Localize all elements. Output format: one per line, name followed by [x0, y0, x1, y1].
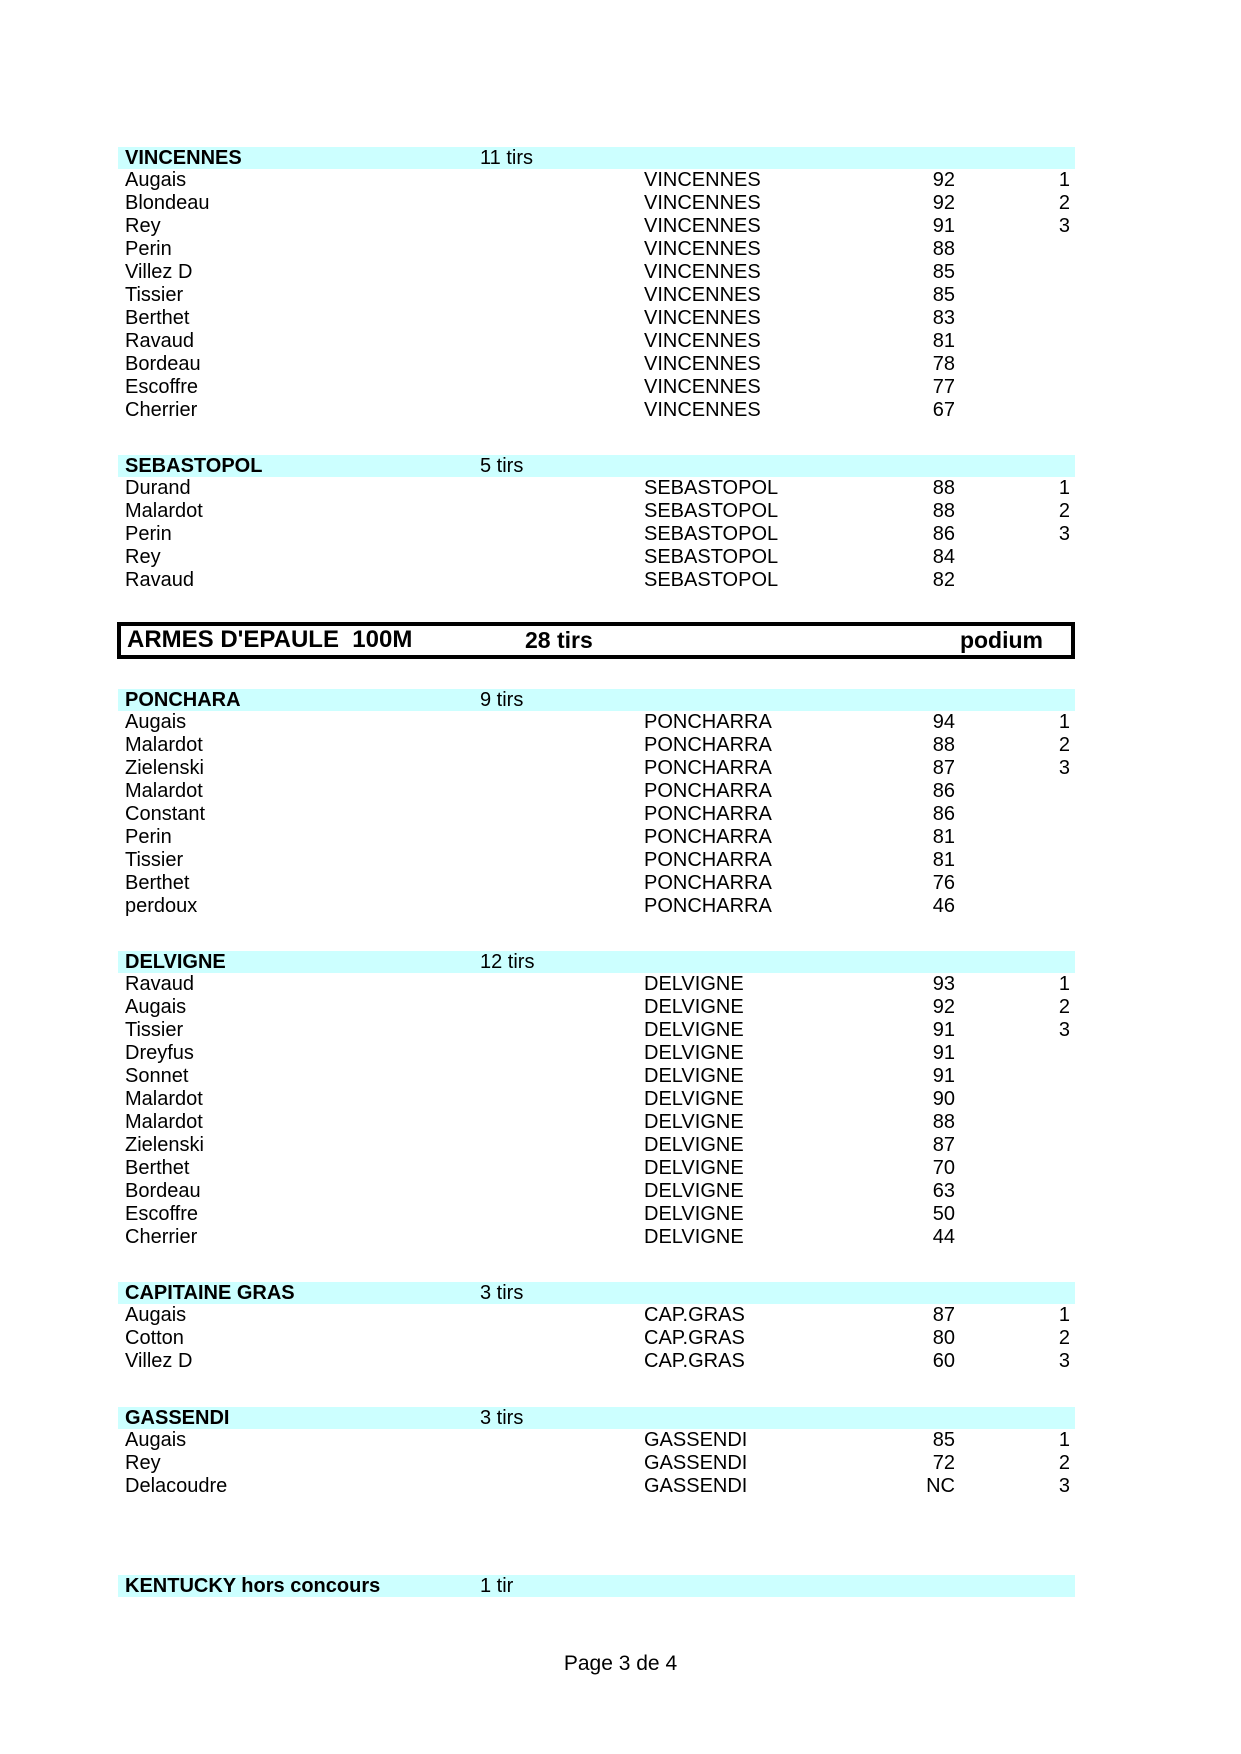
result-row: [118, 1203, 1075, 1226]
shooter-name: Perin: [125, 523, 172, 545]
weapon-name: VINCENNES: [644, 238, 761, 260]
discipline-title: KENTUCKY hors concours: [125, 1575, 381, 1597]
score-value: 77: [932, 376, 955, 398]
weapon-name: DELVIGNE: [644, 996, 744, 1018]
result-row: [118, 330, 1075, 353]
shooter-name: Dreyfus: [125, 1042, 194, 1064]
result-row: [118, 376, 1075, 399]
discipline-header-bar: [118, 951, 1075, 973]
shot-count-label: 9 tirs: [480, 689, 524, 711]
score-value: 91: [932, 1019, 955, 1041]
result-row: [118, 192, 1075, 215]
discipline-section: [0, 951, 1241, 1249]
result-row: [118, 353, 1075, 376]
score-value: 85: [932, 261, 955, 283]
podium-rank: 2: [1058, 500, 1070, 522]
shooter-name: Zielenski: [125, 757, 204, 779]
weapon-name: DELVIGNE: [644, 1157, 744, 1179]
weapon-name: VINCENNES: [644, 261, 761, 283]
weapon-name: DELVIGNE: [644, 1019, 744, 1041]
result-row: [118, 803, 1075, 826]
weapon-name: CAP.GRAS: [644, 1304, 745, 1326]
score-value: 92: [932, 192, 955, 214]
weapon-name: SEBASTOPOL: [644, 569, 779, 591]
shooter-name: Perin: [125, 238, 172, 260]
result-rows: [0, 1304, 1241, 1373]
score-value: 70: [932, 1157, 955, 1179]
discipline-header-bar: [118, 689, 1075, 711]
result-row: [118, 1111, 1075, 1134]
shooter-name: Villez D: [125, 261, 193, 283]
weapon-name: VINCENNES: [644, 215, 761, 237]
result-row: [118, 996, 1075, 1019]
score-value: 90: [932, 1088, 955, 1110]
score-value: 85: [932, 284, 955, 306]
podium-rank: 2: [1058, 996, 1070, 1018]
shooter-name: Escoffre: [125, 1203, 198, 1225]
result-row: [118, 284, 1075, 307]
score-value: 92: [932, 169, 955, 191]
result-row: [118, 1226, 1075, 1249]
shooter-name: Delacoudre: [125, 1475, 228, 1497]
score-value: 85: [932, 1429, 955, 1451]
score-value: 93: [932, 973, 955, 995]
weapon-name: SEBASTOPOL: [644, 477, 779, 499]
shooter-name: Ravaud: [125, 569, 194, 591]
shot-count-label: 1 tir: [480, 1575, 514, 1597]
score-value: 88: [932, 477, 955, 499]
shooter-name: Augais: [125, 711, 187, 733]
result-rows: [0, 169, 1241, 422]
result-row: [118, 872, 1075, 895]
weapon-name: DELVIGNE: [644, 1065, 744, 1087]
podium-rank: 1: [1058, 1304, 1070, 1326]
weapon-name: PONCHARRA: [644, 734, 772, 756]
weapon-name: VINCENNES: [644, 399, 761, 421]
score-value: 86: [932, 780, 955, 802]
discipline-section: [0, 455, 1241, 592]
score-value: 44: [932, 1226, 955, 1248]
weapon-name: DELVIGNE: [644, 1042, 744, 1064]
score-value: 50: [932, 1203, 955, 1225]
result-row: [118, 849, 1075, 872]
weapon-name: PONCHARRA: [644, 711, 772, 733]
result-row: [118, 523, 1075, 546]
weapon-name: SEBASTOPOL: [644, 546, 779, 568]
weapon-name: PONCHARRA: [644, 872, 772, 894]
podium-rank: 3: [1058, 215, 1070, 237]
weapon-name: DELVIGNE: [644, 973, 744, 995]
result-row: [118, 1327, 1075, 1350]
weapon-name: VINCENNES: [644, 376, 761, 398]
score-value: 84: [932, 546, 955, 568]
score-value: 82: [932, 569, 955, 591]
shot-count-label: 3 tirs: [480, 1407, 524, 1429]
weapon-name: GASSENDI: [644, 1429, 748, 1451]
shooter-name: Augais: [125, 169, 187, 191]
weapon-name: VINCENNES: [644, 169, 761, 191]
discipline-section: [0, 1282, 1241, 1373]
weapon-name: PONCHARRA: [644, 826, 772, 848]
shooter-name: Augais: [125, 1429, 187, 1451]
shot-count-label: 5 tirs: [480, 455, 524, 477]
podium-rank: 1: [1058, 1429, 1070, 1451]
shooter-name: perdoux: [125, 895, 198, 917]
weapon-name: CAP.GRAS: [644, 1327, 745, 1349]
result-row: [118, 1350, 1075, 1373]
weapon-name: GASSENDI: [644, 1452, 748, 1474]
score-value: 60: [932, 1350, 955, 1372]
result-row: [118, 1134, 1075, 1157]
weapon-name: PONCHARRA: [644, 895, 772, 917]
result-row: [118, 1452, 1075, 1475]
discipline-title: DELVIGNE: [125, 951, 226, 973]
shooter-name: Malardot: [125, 734, 203, 756]
weapon-name: DELVIGNE: [644, 1226, 744, 1248]
podium-rank: 2: [1058, 734, 1070, 756]
discipline-title: PONCHARA: [125, 689, 241, 711]
result-row: [118, 734, 1075, 757]
shooter-name: Berthet: [125, 307, 190, 329]
discipline-title: VINCENNES: [125, 147, 242, 169]
shooter-name: Cotton: [125, 1327, 184, 1349]
podium-label: podium: [959, 627, 1043, 653]
result-row: [118, 307, 1075, 330]
category-header: [117, 622, 1075, 659]
score-value: 86: [932, 803, 955, 825]
result-row: [118, 1088, 1075, 1111]
weapon-name: PONCHARRA: [644, 780, 772, 802]
score-value: 83: [932, 307, 955, 329]
shooter-name: Malardot: [125, 780, 203, 802]
score-value: 81: [932, 849, 955, 871]
result-rows: [0, 711, 1241, 918]
shooter-name: Villez D: [125, 1350, 193, 1372]
score-value: 91: [932, 1042, 955, 1064]
score-value: 78: [932, 353, 955, 375]
weapon-name: VINCENNES: [644, 284, 761, 306]
discipline-section: [0, 1575, 1241, 1597]
shooter-name: Rey: [125, 546, 161, 568]
podium-rank: 3: [1058, 523, 1070, 545]
result-row: [118, 215, 1075, 238]
shooter-name: Tissier: [125, 849, 184, 871]
weapon-name: SEBASTOPOL: [644, 523, 779, 545]
discipline-header-bar: [118, 455, 1075, 477]
score-value: 76: [932, 872, 955, 894]
shooter-name: Ravaud: [125, 973, 194, 995]
weapon-name: GASSENDI: [644, 1475, 748, 1497]
discipline-header-bar: [118, 1407, 1075, 1429]
shooter-name: Blondeau: [125, 192, 210, 214]
result-row: [118, 169, 1075, 192]
result-row: [118, 1429, 1075, 1452]
discipline-header-bar: [118, 1575, 1075, 1597]
score-value: 72: [932, 1452, 955, 1474]
result-row: [118, 569, 1075, 592]
result-row: [118, 1304, 1075, 1327]
shooter-name: Rey: [125, 215, 161, 237]
result-row: [118, 1157, 1075, 1180]
score-value: 91: [932, 1065, 955, 1087]
shooter-name: Malardot: [125, 1111, 203, 1133]
discipline-section: [0, 689, 1241, 918]
discipline-title: CAPITAINE GRAS: [125, 1282, 295, 1304]
score-value: 63: [932, 1180, 955, 1202]
podium-rank: 3: [1058, 1350, 1070, 1372]
podium-rank: 2: [1058, 1327, 1070, 1349]
discipline-section: [0, 147, 1241, 422]
weapon-name: DELVIGNE: [644, 1180, 744, 1202]
score-value: 92: [932, 996, 955, 1018]
page-footer: Page 3 de 4: [563, 1652, 678, 1675]
weapon-name: VINCENNES: [644, 330, 761, 352]
weapon-name: DELVIGNE: [644, 1088, 744, 1110]
shooter-name: Bordeau: [125, 1180, 201, 1202]
result-row: [118, 1475, 1075, 1498]
podium-rank: 1: [1058, 973, 1070, 995]
shot-count-label: 11 tirs: [480, 147, 533, 169]
discipline-title: GASSENDI: [125, 1407, 230, 1429]
result-row: [118, 477, 1075, 500]
shooter-name: Cherrier: [125, 1226, 198, 1248]
score-value: 86: [932, 523, 955, 545]
score-value: 67: [932, 399, 955, 421]
shooter-name: Tissier: [125, 284, 184, 306]
podium-rank: 3: [1058, 757, 1070, 779]
podium-rank: 2: [1058, 192, 1070, 214]
result-row: [118, 826, 1075, 849]
podium-rank: 3: [1058, 1475, 1070, 1497]
shooter-name: Cherrier: [125, 399, 198, 421]
shooter-name: Zielenski: [125, 1134, 204, 1156]
podium-rank: 1: [1058, 169, 1070, 191]
result-row: [118, 399, 1075, 422]
score-value: 46: [932, 895, 955, 917]
result-row: [118, 1180, 1075, 1203]
category-title: ARMES D'EPAULE 100M: [127, 626, 413, 653]
score-value: 88: [932, 734, 955, 756]
shooter-name: Berthet: [125, 872, 190, 894]
weapon-name: VINCENNES: [644, 307, 761, 329]
result-row: [118, 895, 1075, 918]
score-value: 80: [932, 1327, 955, 1349]
podium-rank: 3: [1058, 1019, 1070, 1041]
score-value: 87: [932, 1304, 955, 1326]
shooter-name: Rey: [125, 1452, 161, 1474]
weapon-name: SEBASTOPOL: [644, 500, 779, 522]
category-shot-count: 28 tirs: [525, 627, 593, 653]
shooter-name: Durand: [125, 477, 191, 499]
result-row: [118, 1042, 1075, 1065]
podium-rank: 1: [1058, 477, 1070, 499]
shooter-name: Ravaud: [125, 330, 194, 352]
shooter-name: Augais: [125, 1304, 187, 1326]
shooter-name: Malardot: [125, 1088, 203, 1110]
weapon-name: DELVIGNE: [644, 1134, 744, 1156]
score-value: NC: [926, 1475, 955, 1497]
shot-count-label: 12 tirs: [480, 951, 535, 973]
result-row: [118, 546, 1075, 569]
result-row: [118, 757, 1075, 780]
result-rows: [0, 973, 1241, 1249]
result-row: [118, 780, 1075, 803]
result-row: [118, 973, 1075, 996]
score-value: 81: [932, 330, 955, 352]
weapon-name: VINCENNES: [644, 192, 761, 214]
shot-count-label: 3 tirs: [480, 1282, 524, 1304]
result-row: [118, 261, 1075, 284]
shooter-name: Constant: [125, 803, 206, 825]
score-value: 88: [932, 1111, 955, 1133]
shooter-name: Augais: [125, 996, 187, 1018]
discipline-header-bar: [118, 1282, 1075, 1304]
result-row: [118, 500, 1075, 523]
score-value: 87: [932, 1134, 955, 1156]
weapon-name: VINCENNES: [644, 353, 761, 375]
result-row: [118, 1019, 1075, 1042]
discipline-title: SEBASTOPOL: [125, 455, 263, 477]
shooter-name: Tissier: [125, 1019, 184, 1041]
result-row: [118, 711, 1075, 734]
score-value: 91: [932, 215, 955, 237]
weapon-name: PONCHARRA: [644, 849, 772, 871]
weapon-name: DELVIGNE: [644, 1111, 744, 1133]
podium-rank: 1: [1058, 711, 1070, 733]
score-value: 94: [932, 711, 955, 733]
shooter-name: Malardot: [125, 500, 203, 522]
weapon-name: PONCHARRA: [644, 803, 772, 825]
shooter-name: Escoffre: [125, 376, 198, 398]
discipline-header-bar: [118, 147, 1075, 169]
weapon-name: DELVIGNE: [644, 1203, 744, 1225]
shooter-name: Berthet: [125, 1157, 190, 1179]
shooter-name: Perin: [125, 826, 172, 848]
weapon-name: CAP.GRAS: [644, 1350, 745, 1372]
score-value: 88: [932, 238, 955, 260]
shooter-name: Sonnet: [125, 1065, 189, 1087]
result-row: [118, 1065, 1075, 1088]
score-value: 87: [932, 757, 955, 779]
shooter-name: Bordeau: [125, 353, 201, 375]
result-row: [118, 238, 1075, 261]
podium-rank: 2: [1058, 1452, 1070, 1474]
score-value: 88: [932, 500, 955, 522]
result-rows: [0, 1429, 1241, 1498]
score-value: 81: [932, 826, 955, 848]
discipline-section: [0, 1407, 1241, 1498]
weapon-name: PONCHARRA: [644, 757, 772, 779]
result-rows: [0, 477, 1241, 592]
